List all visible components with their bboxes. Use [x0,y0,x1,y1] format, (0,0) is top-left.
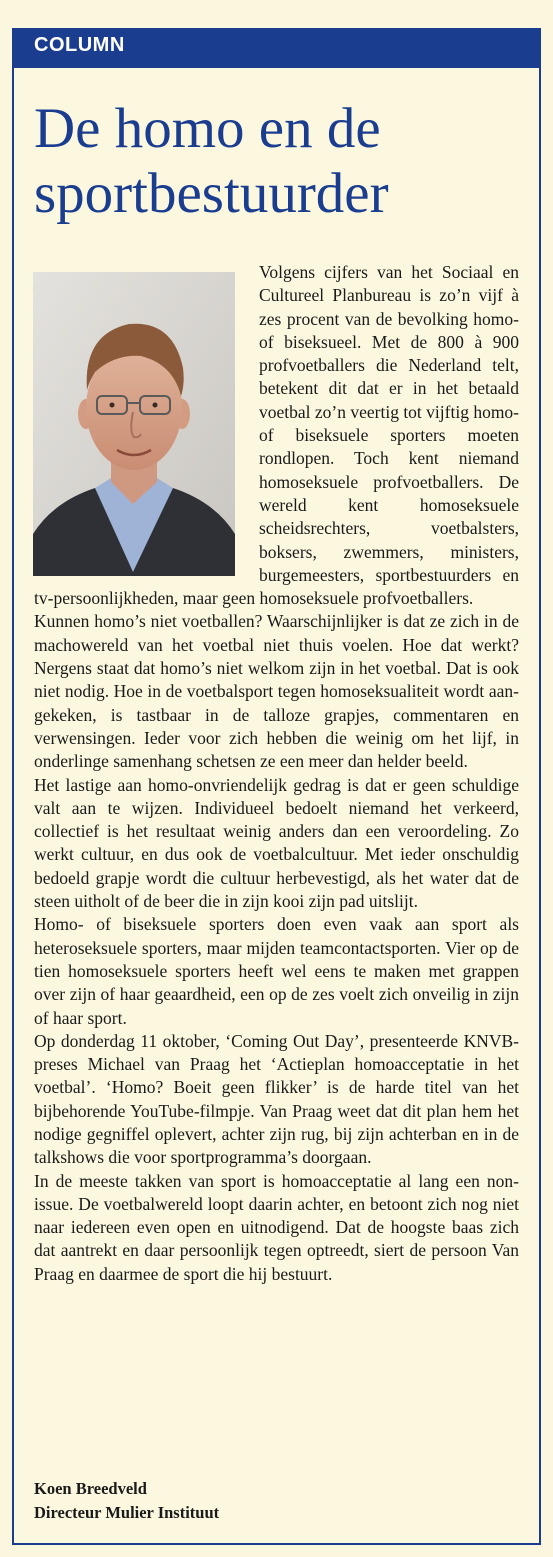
author-name: Koen Breedveld [34,1479,147,1498]
title-line-2: sportbestuurder [34,162,389,225]
author-role: Directeur Mulier Instituut [34,1503,220,1522]
paragraph-1: Volgens cijfers van het Sociaal en Cultureel Planbureau is zo’n vijf à zes procent van de bevolking homo- of biseksueel. Met de 800 à 900 profvoetballers die Nederland telt, betekent dit dat er in het betaald voetbal zo’n veertig tot vijftig homo- of biseksuele sporters moeten rondlopen. Toch kent niemand homoseksuele profvoetballers. De wereld kent homoseksuele scheidsrechters, voetbalsters, boksers, zwemmers, ministers, burgemeesters, sportbestuurders en tv-persoonlijkheden, maar geen homoseksuele profvoetballers. [34,262,520,609]
column-header-bar [12,28,541,68]
section-label: COLUMN [34,34,125,56]
author-signature [34,1477,219,1525]
paragraph-5: Op donderdag 11 oktober, ‘Coming Out Day’, presenteerde KNVB-preses Michael van Praag het ‘Actieplan homoacceptatie in het voetbal’. ‘Homo? Boeit geen flikker’ is de harde titel van het bijbehorende YouTube-filmpje. Van Praag weet dat dit plan hem het nodige gegniffel oplevert, achter zijn rug, bij zijn achterban en in de talkshows die voor sportprogramma’s doorgaan. [34,1030,519,1168]
photo-spacer [34,261,259,582]
article-title [34,96,534,226]
title-line-1: De homo en de [34,97,381,160]
paragraph-4: Homo- of biseksuele sporters doen even vaak aan sport als heteroseksuele sporters, maar mijden teamcontactsporten. Vier op de tien homoseksuele sporters heeft wel eens te maken met grappen over zijn of haar geaardheid, een op de zes voelt zich onveilig in zijn of haar sport. [34,914,519,1028]
paragraph-2: Kunnen homo’s niet voetballen? Waarschijnlijker is dat ze zich in de machowereld van het voetbal niet thuis voelen. Hoe dat werkt? Nergens staat dat homo’s niet welkom zijn in het voetbal. Dat is ook niet nodig. Hoe in de voetbalsport tegen homoseksualiteit wordt aangekeken, is tastbaar in de talloze grapjes, commentaren en verwensingen. Ieder voor zich hebben die weinig om het lijf, in onderlinge samenhang schetsen ze een meer dan helder beeld. [34,611,519,772]
article-body [34,261,519,1286]
paragraph-3: Het lastige aan homo-onvriendelijk gedrag is dat er geen schuldige valt aan te wijzen. Individueel bedoelt niemand het verkeerd, collectief is het resultaat weinig anders dan een veroordeling. Zo werkt cultuur, en dus ook de voetbalcultuur. Met ieder onschuldig bedoeld grapje wordt die cultuur herbevestigd, als het water dat de steen uitholt of de beer die in zijn kooi zijn pad uitslijt. [34,774,519,912]
paragraph-6: In de meeste takken van sport is homoacceptatie al lang een non-issue. De voetbalwereld loopt daarin achter, en betoont zich nog niet naar iedereen even open en uitnodigend. Dat de hoogste baas zich dat aantrekt en daar persoonlijk tegen optreedt, siert de persoon Van Praag en daarmee de sport die hij bestuurt. [34,1170,519,1284]
